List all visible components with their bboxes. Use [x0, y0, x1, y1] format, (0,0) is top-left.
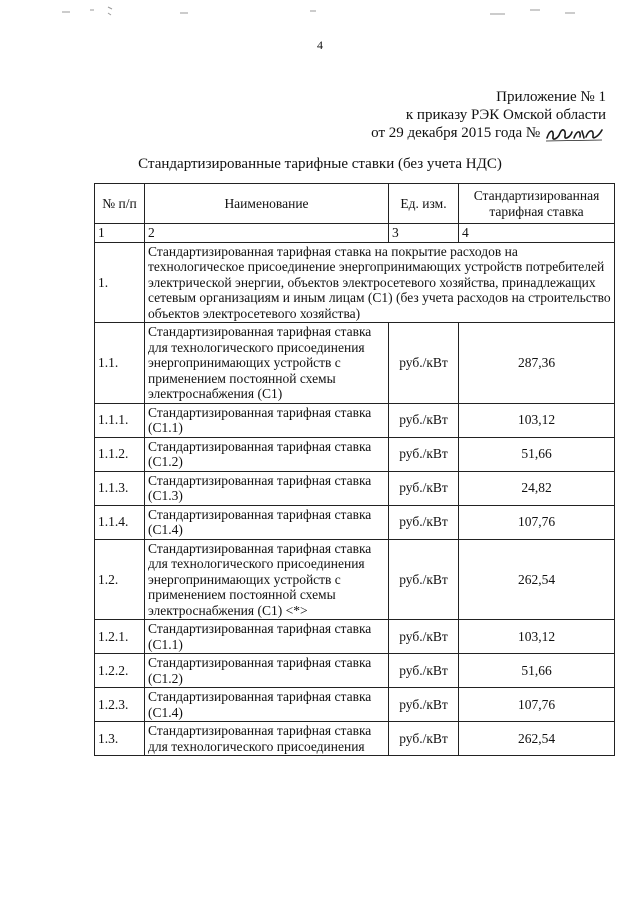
row-unit: руб./кВт	[389, 323, 459, 404]
row-unit: руб./кВт	[389, 654, 459, 688]
row-name: Стандартизированная тарифная ставка (С1.1)	[145, 403, 389, 437]
row-name: Стандартизированная тарифная ставка для технологического присоединения энергопринимающих устройств с применением постоянной схемы электроснабжения (С1)	[145, 323, 389, 404]
row-value: 103,12	[459, 620, 615, 654]
table-row	[95, 539, 615, 620]
appendix-line-2: к приказу РЭК Омской области	[405, 107, 606, 123]
header-rate: Стандартизированная тарифная ставка	[459, 184, 615, 224]
row-name: Стандартизированная тарифная ставка (С1.2)	[145, 654, 389, 688]
row-number: 1.3.	[95, 722, 145, 756]
row-name: Стандартизированная тарифная ставка для технологического присоединения	[145, 722, 389, 756]
column-number-row	[95, 224, 615, 243]
row-number: 1.1.2.	[95, 437, 145, 471]
row-number: 1.1.3.	[95, 471, 145, 505]
column-number: 2	[145, 224, 389, 243]
row-unit: руб./кВт	[389, 620, 459, 654]
column-number: 1	[95, 224, 145, 243]
row-number: 1.2.2.	[95, 654, 145, 688]
column-number: 3	[389, 224, 459, 243]
row-value: 287,36	[459, 323, 615, 404]
row-number: 1.2.3.	[95, 688, 145, 722]
row-unit: руб./кВт	[389, 403, 459, 437]
row-number: 1.	[95, 242, 145, 323]
row-number: 1.1.	[95, 323, 145, 404]
appendix-line-3	[371, 124, 606, 143]
row-number: 1.2.1.	[95, 620, 145, 654]
row-name: Стандартизированная тарифная ставка (С1.3)	[145, 471, 389, 505]
table-row	[95, 505, 615, 539]
table-row	[95, 722, 615, 756]
row-name: Стандартизированная тарифная ставка (С1.4)	[145, 505, 389, 539]
table-row	[95, 437, 615, 471]
document-title: Стандартизированные тарифные ставки (без учета НДС)	[138, 156, 502, 172]
header-unit: Ед. изм.	[389, 184, 459, 224]
row-unit: руб./кВт	[389, 688, 459, 722]
row-value: 103,12	[459, 403, 615, 437]
row-value: 51,66	[459, 437, 615, 471]
appendix-line-1: Приложение № 1	[496, 89, 606, 105]
row-value: 24,82	[459, 471, 615, 505]
table-header-row	[95, 184, 615, 224]
tariff-table	[94, 183, 615, 756]
row-value: 107,76	[459, 688, 615, 722]
scan-marks	[60, 4, 580, 18]
appendix-header	[371, 88, 606, 143]
row-value: 262,54	[459, 722, 615, 756]
row-name: Стандартизированная тарифная ставка (С1.2)	[145, 437, 389, 471]
table-row	[95, 242, 615, 323]
row-number: 1.2.	[95, 539, 145, 620]
appendix-date: от 29 декабря 2015 года №	[371, 125, 541, 141]
table-row	[95, 403, 615, 437]
table-row	[95, 471, 615, 505]
row-unit: руб./кВт	[389, 437, 459, 471]
header-name: Наименование	[145, 184, 389, 224]
row-name: Стандартизированная тарифная ставка на покрытие расходов на технологическое присоединение энергопринимающих устройств потребителей электрической энергии, объектов электросетевого хозяйства, принадлежащих сетевым организациям и иным лицам (С1) (без учета расходов на строительство объектов электросетевого хозяйства)	[145, 242, 615, 323]
header-number: № п/п	[95, 184, 145, 224]
row-value: 262,54	[459, 539, 615, 620]
row-unit: руб./кВт	[389, 471, 459, 505]
table-row	[95, 323, 615, 404]
row-value: 51,66	[459, 654, 615, 688]
row-unit: руб./кВт	[389, 539, 459, 620]
row-unit: руб./кВт	[389, 505, 459, 539]
row-value: 107,76	[459, 505, 615, 539]
table-row	[95, 620, 615, 654]
table-row	[95, 688, 615, 722]
handwritten-number-scrawl	[544, 125, 606, 143]
page-number: 4	[317, 38, 323, 52]
row-number: 1.1.4.	[95, 505, 145, 539]
row-name: Стандартизированная тарифная ставка (С1.4)	[145, 688, 389, 722]
row-name: Стандартизированная тарифная ставка для технологического присоединения энергопринимающих устройств с применением постоянной схемы электроснабжения (С1) <*>	[145, 539, 389, 620]
table-row	[95, 654, 615, 688]
column-number: 4	[459, 224, 615, 243]
row-unit: руб./кВт	[389, 722, 459, 756]
row-number: 1.1.1.	[95, 403, 145, 437]
row-name: Стандартизированная тарифная ставка (С1.1)	[145, 620, 389, 654]
